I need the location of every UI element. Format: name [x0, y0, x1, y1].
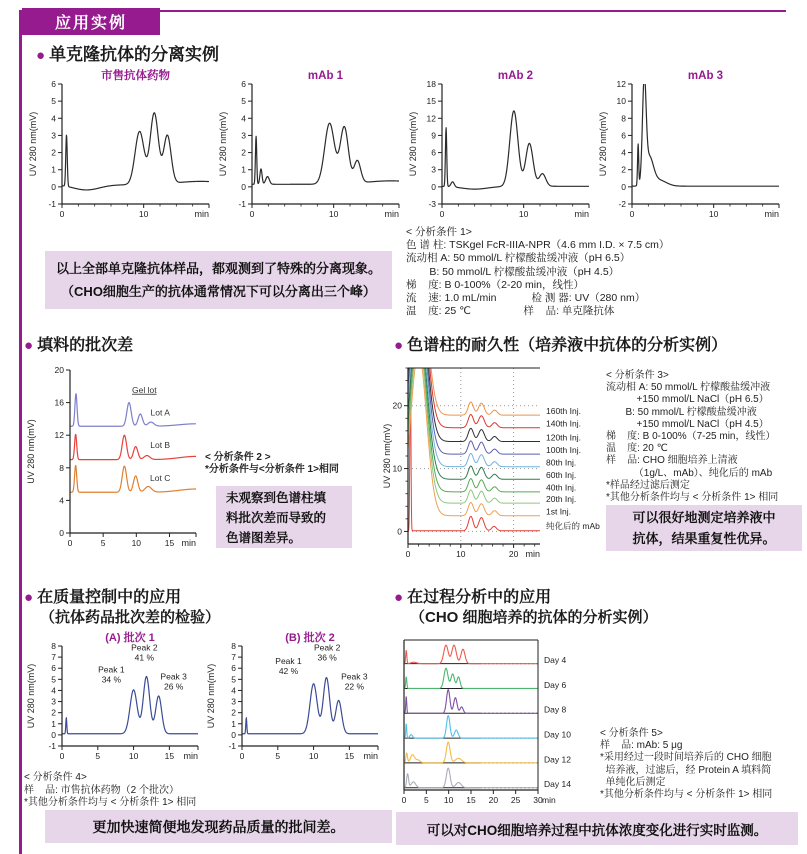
svg-text:10: 10: [131, 538, 142, 548]
svg-text:6: 6: [241, 79, 246, 89]
svg-text:0: 0: [59, 209, 65, 219]
section-title-durability: ● 色谱柱的耐久性（培养液中抗体的分析实例）: [394, 337, 728, 354]
svg-text:Day 4: Day 4: [544, 655, 567, 666]
page-title: 应用实例: [54, 15, 127, 32]
chart-commercial-antibody: [28, 68, 223, 230]
svg-text:0: 0: [629, 209, 635, 219]
svg-text:5: 5: [51, 96, 56, 107]
svg-text:mAb 1: mAb 1: [307, 70, 344, 82]
svg-text:0: 0: [241, 181, 246, 192]
svg-text:0: 0: [397, 526, 402, 537]
svg-text:18: 18: [426, 79, 436, 89]
svg-text:mAb 2: mAb 2: [497, 70, 534, 82]
svg-text:40th Inj.: 40th Inj.: [546, 482, 577, 493]
svg-text:10: 10: [308, 751, 319, 761]
note-separation-result: 以上全部单克隆抗体样品，都观测到了特殊的分离现象。 （CHO细胞生产的抗体通常情况下可以分离出三个峰）: [45, 251, 392, 309]
svg-text:30: 30: [533, 795, 543, 805]
svg-text:6: 6: [51, 663, 56, 674]
svg-text:12: 12: [426, 113, 436, 124]
svg-text:Day 14: Day 14: [544, 779, 571, 790]
svg-text:0: 0: [51, 181, 56, 192]
svg-text:10: 10: [518, 209, 529, 219]
svg-text:0: 0: [439, 209, 445, 219]
svg-text:0: 0: [401, 795, 407, 805]
svg-text:0: 0: [249, 209, 255, 219]
svg-text:3: 3: [431, 164, 436, 175]
svg-text:2: 2: [241, 147, 246, 158]
svg-text:12: 12: [54, 430, 64, 441]
svg-text:0: 0: [239, 751, 245, 761]
svg-text:1: 1: [241, 164, 246, 175]
svg-text:5: 5: [51, 674, 56, 685]
svg-text:20: 20: [392, 400, 402, 411]
bullet-icon: ●: [394, 589, 404, 606]
analysis-conditions-3: < 分析条件 3> 流动相 A: 50 mmol/L 柠檬酸盐缓冲液 +150 mmol/L NaCl（pH 6.5） B: 50 mmol/L 柠檬酸盐缓冲液 +150 mmol/L NaCl（pH 4.5） 梯 度: B 0-100%（7-25 min，线性） 温 度: 20 ℃ 样 品: CHO 细胞培养上清液 （1g/L、mAb）、纯化后的 mAb *样品经过滤后测定 *其他分析条件均与 < 分析条件 1> 相同: [606, 370, 779, 504]
svg-text:2: 2: [51, 147, 56, 158]
svg-text:Day 8: Day 8: [544, 704, 567, 715]
svg-text:3: 3: [231, 696, 236, 707]
bullet-icon: ●: [36, 47, 46, 64]
svg-text:6: 6: [231, 663, 236, 674]
svg-text:15: 15: [466, 795, 476, 805]
svg-text:0: 0: [621, 181, 626, 192]
svg-text:1: 1: [51, 718, 56, 729]
svg-text:(B) 批次 2: (B) 批次 2: [285, 632, 335, 644]
svg-text:Day 10: Day 10: [544, 729, 571, 740]
svg-text:min: min: [542, 795, 556, 805]
chart-durability: [382, 362, 602, 574]
chart-mab2: [408, 68, 603, 230]
svg-text:0: 0: [59, 528, 64, 538]
svg-text:4: 4: [51, 113, 56, 124]
svg-text:10: 10: [328, 209, 339, 219]
svg-text:Peak 241 %: Peak 2 41 %: [131, 642, 158, 663]
svg-text:10: 10: [456, 549, 466, 559]
svg-text:min: min: [384, 209, 399, 219]
svg-text:8: 8: [51, 641, 56, 651]
svg-text:0: 0: [431, 181, 436, 192]
section-subtitle-process: （CHO 细胞培养的抗体的分析实例）: [410, 609, 658, 626]
note-lot-difference: 未观察到色谱柱填 料批次差而导致的 色谱图差异。: [216, 486, 352, 548]
svg-text:4: 4: [51, 685, 56, 696]
svg-text:20: 20: [54, 365, 64, 375]
svg-text:6: 6: [431, 147, 436, 158]
section-title-separation: ● 单克隆抗体的分离实例: [36, 45, 220, 64]
svg-text:8: 8: [621, 113, 626, 124]
svg-text:10: 10: [616, 96, 626, 107]
svg-text:5: 5: [275, 751, 281, 761]
analysis-conditions-2: < 分析条件 2 > *分析条件与<分析条件 1>相同: [205, 452, 339, 476]
svg-text:1: 1: [51, 164, 56, 175]
chart-mab1: [218, 68, 413, 230]
svg-text:-3: -3: [428, 199, 436, 209]
svg-text:Peak 236 %: Peak 2 36 %: [313, 642, 341, 663]
svg-text:0: 0: [59, 751, 65, 761]
svg-text:0: 0: [405, 549, 411, 559]
svg-text:min: min: [764, 209, 779, 219]
svg-text:0: 0: [67, 538, 73, 548]
left-border-line: [19, 10, 22, 854]
bullet-icon: ●: [24, 337, 34, 354]
svg-text:min: min: [183, 751, 198, 761]
svg-text:Gel lot: Gel lot: [131, 384, 157, 395]
svg-text:8: 8: [231, 641, 236, 651]
svg-text:(A) 批次 1: (A) 批次 1: [105, 632, 155, 644]
svg-text:9: 9: [431, 130, 436, 141]
svg-text:2: 2: [231, 707, 236, 718]
svg-text:60th Inj.: 60th Inj.: [546, 470, 577, 480]
svg-text:4: 4: [231, 685, 236, 696]
note-qc: 更加快速简便地发现药品质量的批间差。: [45, 810, 392, 843]
analysis-conditions-4: < 分析条件 4> 样 品: 市售抗体药物（2 个批次） *其他分析条件均与 < 分析条件 1> 相同: [24, 772, 197, 808]
svg-text:-1: -1: [48, 741, 56, 751]
svg-text:3: 3: [51, 130, 56, 141]
svg-text:Lot C: Lot C: [150, 472, 171, 483]
svg-text:20: 20: [488, 795, 499, 805]
svg-text:20th Inj.: 20th Inj.: [546, 493, 577, 504]
svg-text:3: 3: [241, 130, 246, 141]
section-title-lot-difference: ● 填料的批次差: [24, 337, 134, 354]
section-title-process: ● 在过程分析中的应用: [394, 589, 552, 606]
svg-text:min: min: [525, 549, 540, 559]
svg-text:UV 280 nm(mV): UV 280 nm(mV): [598, 111, 608, 177]
svg-text:5: 5: [423, 795, 429, 805]
svg-text:8: 8: [59, 462, 64, 473]
svg-text:5: 5: [100, 538, 106, 548]
svg-text:市售抗体药物: 市售抗体药物: [101, 70, 170, 82]
bullet-icon: ●: [24, 589, 34, 606]
svg-text:min: min: [363, 751, 378, 761]
svg-text:25: 25: [510, 795, 521, 805]
svg-text:1st Inj.: 1st Inj.: [546, 506, 572, 517]
svg-text:6: 6: [621, 130, 626, 141]
svg-text:Lot A: Lot A: [150, 407, 170, 418]
svg-text:纯化后的 mAb: 纯化后的 mAb: [546, 520, 600, 531]
svg-text:Day 6: Day 6: [544, 679, 567, 690]
svg-text:UV 280 nm(mV): UV 280 nm(mV): [218, 111, 228, 177]
svg-text:min: min: [194, 209, 209, 219]
chart-batch-2: [206, 630, 388, 772]
svg-text:3: 3: [51, 696, 56, 707]
note-process: 可以对CHO细胞培养过程中抗体浓度变化进行实时监测。: [396, 812, 798, 845]
svg-text:UV 280 nm(mV): UV 280 nm(mV): [26, 419, 36, 484]
svg-text:min: min: [574, 209, 589, 219]
svg-text:7: 7: [231, 652, 236, 663]
svg-text:-1: -1: [228, 741, 236, 751]
svg-text:5: 5: [95, 751, 101, 761]
svg-text:Peak 134 %: Peak 1 34 %: [98, 664, 125, 685]
svg-text:5: 5: [241, 96, 246, 107]
chart-cho-days: [396, 634, 600, 816]
svg-text:UV 280 nm(mV): UV 280 nm(mV): [408, 111, 418, 177]
svg-text:80th Inj.: 80th Inj.: [546, 457, 577, 468]
svg-text:4: 4: [59, 495, 64, 506]
svg-text:15: 15: [344, 751, 355, 761]
svg-text:6: 6: [51, 79, 56, 89]
svg-text:10: 10: [443, 795, 454, 805]
svg-text:2: 2: [621, 164, 626, 175]
svg-text:15: 15: [164, 538, 175, 548]
svg-text:UV 280 nm(mV): UV 280 nm(mV): [382, 423, 392, 489]
svg-text:Peak 322 %: Peak 3 22 %: [341, 671, 368, 692]
svg-text:10: 10: [392, 463, 402, 474]
svg-text:0: 0: [51, 729, 56, 740]
svg-text:4: 4: [621, 147, 626, 158]
svg-text:160th Inj.: 160th Inj.: [546, 405, 581, 416]
chart-gel-lot: [26, 356, 206, 548]
svg-text:Peak 326 %: Peak 3 26 %: [160, 671, 187, 692]
section-title-qc: ● 在质量控制中的应用: [24, 589, 182, 606]
svg-text:-2: -2: [618, 199, 626, 209]
svg-text:Lot B: Lot B: [150, 440, 171, 451]
svg-text:12: 12: [616, 79, 626, 89]
svg-text:2: 2: [51, 707, 56, 718]
note-durability: 可以很好地测定培养液中 抗体，结果重复性优异。: [606, 505, 802, 551]
section-subtitle-qc: （抗体药品批次差的检验）: [40, 609, 221, 626]
svg-text:min: min: [181, 538, 196, 548]
analysis-conditions-5: < 分析条件 5> 样 品: mAb: 5 μg *采用经过一段时间培养后的 CHO 细胞 培养液，过滤后，经 Protein A 填料简 单纯化后测定 *其他分析条件均与 < 分析条件 1> 相同: [600, 728, 773, 801]
svg-text:Peak 142 %: Peak 1 42 %: [275, 655, 302, 676]
analysis-conditions-1: < 分析条件 1> 色 谱 柱: TSKgel FcR-IIIA-NPR（4.6 mm I.D. × 7.5 cm） 流动相 A: 50 mmol/L 柠檬酸盐缓冲液（pH 6.5） B: 50 mmol/L 柠檬酸盐缓冲液（pH 4.5） 梯 度: B 0-100%（2-20 min，线性） 流 速: 1.0 mL/min 检 测 器: UV（280 nm） 温 度: 25 ℃ 样 品: 单克隆抗体: [406, 226, 670, 318]
svg-text:0: 0: [231, 729, 236, 740]
svg-text:mAb 3: mAb 3: [687, 70, 724, 82]
svg-text:10: 10: [708, 209, 719, 219]
svg-text:-1: -1: [238, 199, 246, 209]
svg-text:1: 1: [231, 718, 236, 729]
svg-text:120th Inj.: 120th Inj.: [546, 432, 581, 443]
svg-text:140th Inj.: 140th Inj.: [546, 418, 581, 429]
bullet-icon: ●: [394, 337, 404, 354]
chart-mab3: [598, 68, 793, 230]
svg-text:15: 15: [164, 751, 175, 761]
chart-batch-1: [26, 630, 208, 772]
svg-text:Day 12: Day 12: [544, 754, 571, 765]
page-header-badge: [22, 8, 160, 35]
svg-text:20: 20: [508, 549, 519, 559]
svg-text:16: 16: [54, 397, 64, 408]
svg-text:100th Inj.: 100th Inj.: [546, 444, 581, 455]
svg-text:15: 15: [426, 96, 436, 107]
svg-text:UV 280 nm(mV): UV 280 nm(mV): [206, 663, 216, 729]
svg-text:5: 5: [231, 674, 236, 685]
svg-text:10: 10: [138, 209, 149, 219]
svg-text:UV 280 nm(mV): UV 280 nm(mV): [26, 663, 36, 729]
svg-text:-1: -1: [48, 199, 56, 209]
svg-text:UV 280 nm(mV): UV 280 nm(mV): [28, 111, 38, 177]
svg-text:4: 4: [241, 113, 246, 124]
svg-text:10: 10: [128, 751, 139, 761]
svg-text:7: 7: [51, 652, 56, 663]
